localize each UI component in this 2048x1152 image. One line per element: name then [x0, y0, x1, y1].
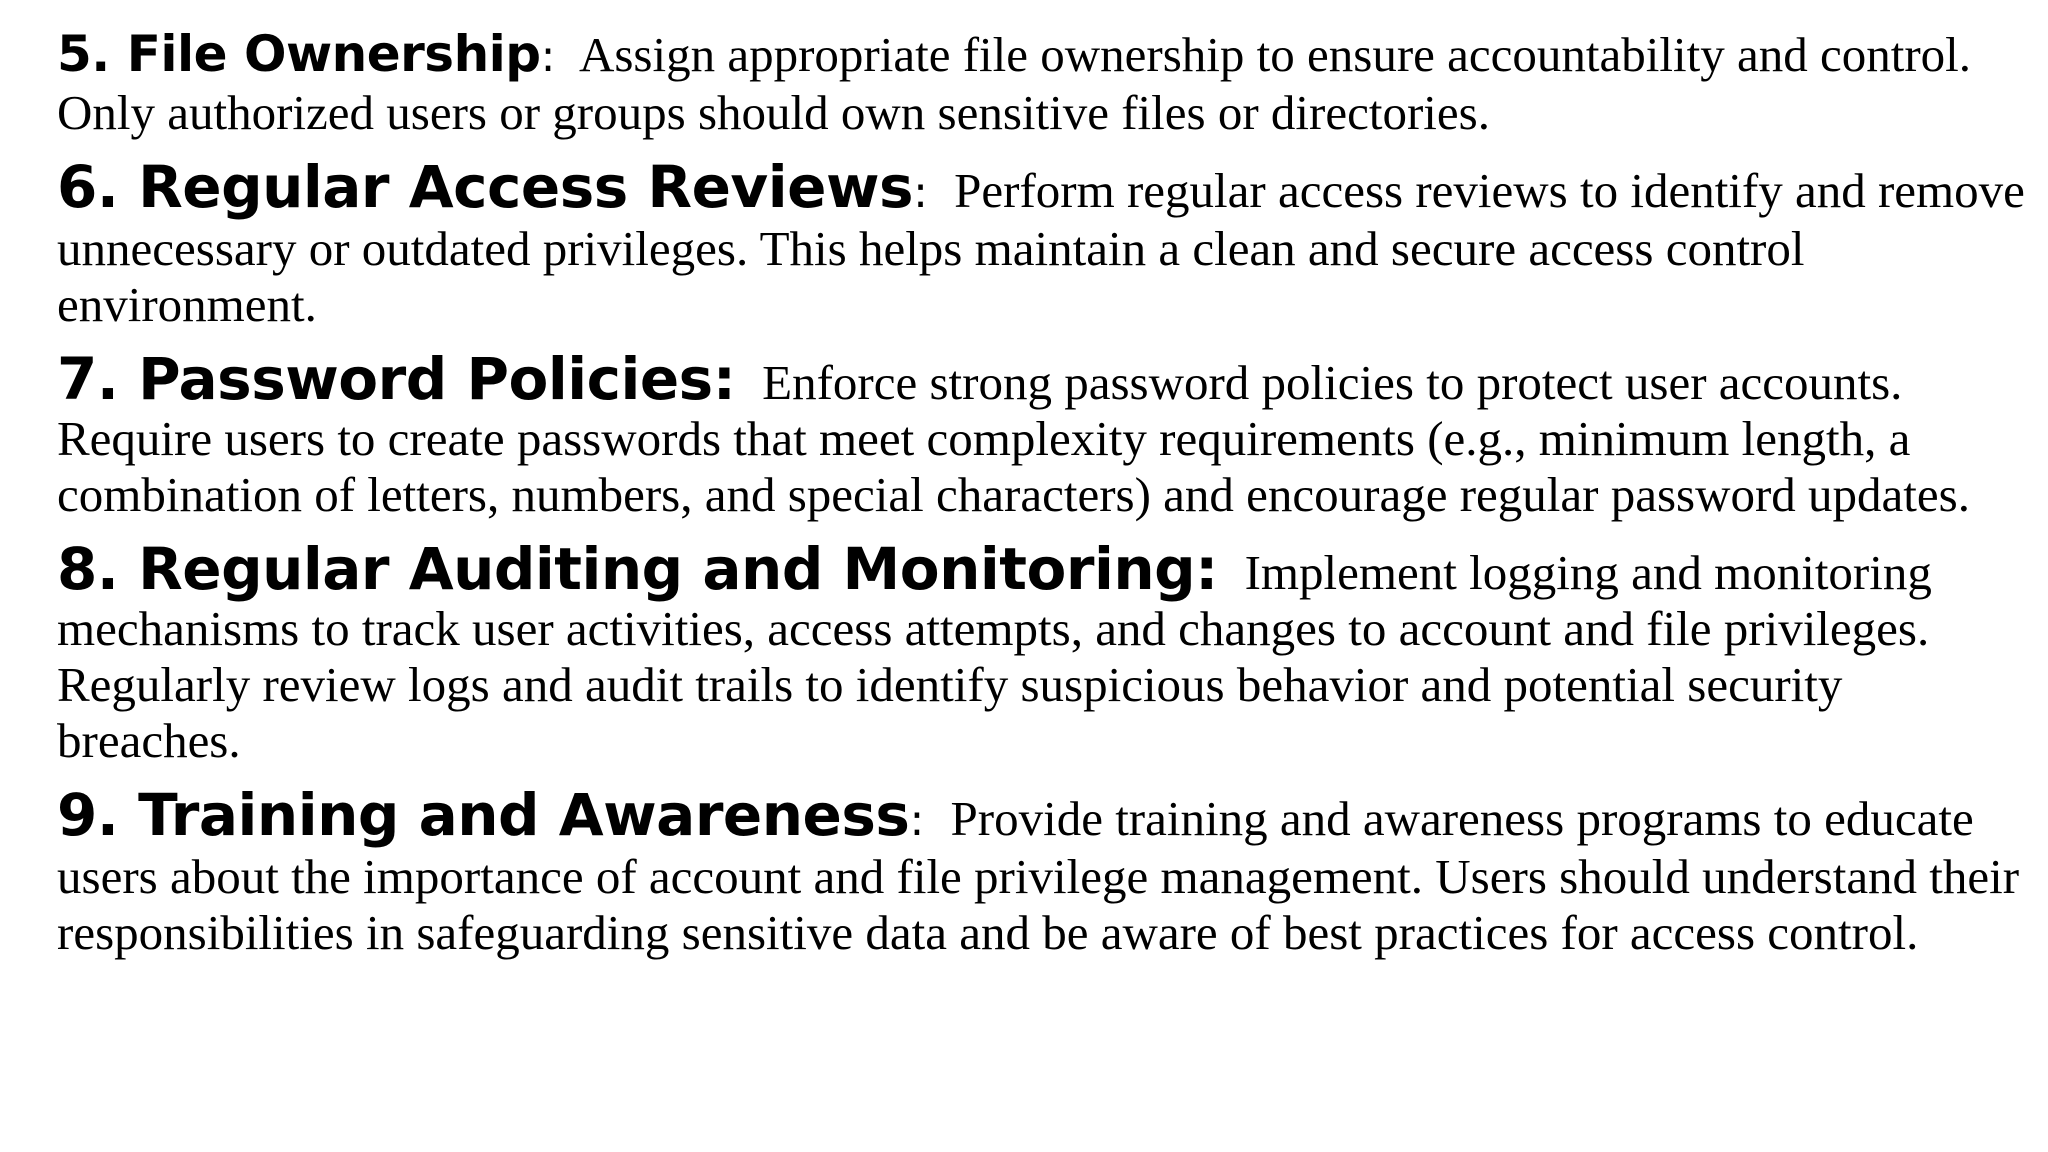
item-separator: :	[1195, 535, 1219, 603]
list-item-regular-access-reviews	[57, 153, 2032, 333]
item-heading: 6. Regular Access Reviews	[57, 153, 914, 221]
item-description: Enforce strong password policies to protect user accounts. Require users to create passwords that meet complexity requirements (e.g., minimum length, a combination of letters, numbers, and special characters) and encourage regular password updates.	[57, 355, 1970, 522]
item-description: Assign appropriate file ownership to ensure accountability and control. Only authorized users or groups should own sensitive files or directories.	[57, 27, 1971, 140]
item-heading: 5. File Ownership	[57, 25, 541, 83]
item-separator: :	[913, 167, 928, 218]
document-page	[57, 26, 2032, 979]
list-item-password-policies	[57, 345, 2032, 523]
item-separator: :	[712, 345, 736, 413]
item-heading: 7. Password Policies	[57, 345, 713, 413]
item-heading: 8. Regular Auditing and Monitoring	[57, 535, 1196, 603]
item-heading: 9. Training and Awareness	[57, 781, 910, 849]
item-description: Implement logging and monitoring mechanisms to track user activities, access attempts, and changes to account and file privileges. Regularly review logs and audit trails to identify suspicious behavior and potential security breaches.	[57, 545, 1932, 768]
list-item-regular-auditing-and-monitoring	[57, 535, 2032, 769]
item-description: Provide training and awareness programs to educate users about the importance of account and file privilege management. Users should understand their responsibilities in safeguarding sensitive data and be aware of best practices for access control.	[57, 791, 2020, 960]
item-separator: :	[540, 31, 556, 82]
item-separator: :	[909, 795, 925, 846]
item-description: Perform regular access reviews to identify and remove unnecessary or outdated privileges. This helps maintain a clean and secure access control environment.	[57, 163, 2025, 332]
list-item-file-ownership	[57, 26, 2032, 141]
list-item-training-and-awareness	[57, 781, 2032, 961]
